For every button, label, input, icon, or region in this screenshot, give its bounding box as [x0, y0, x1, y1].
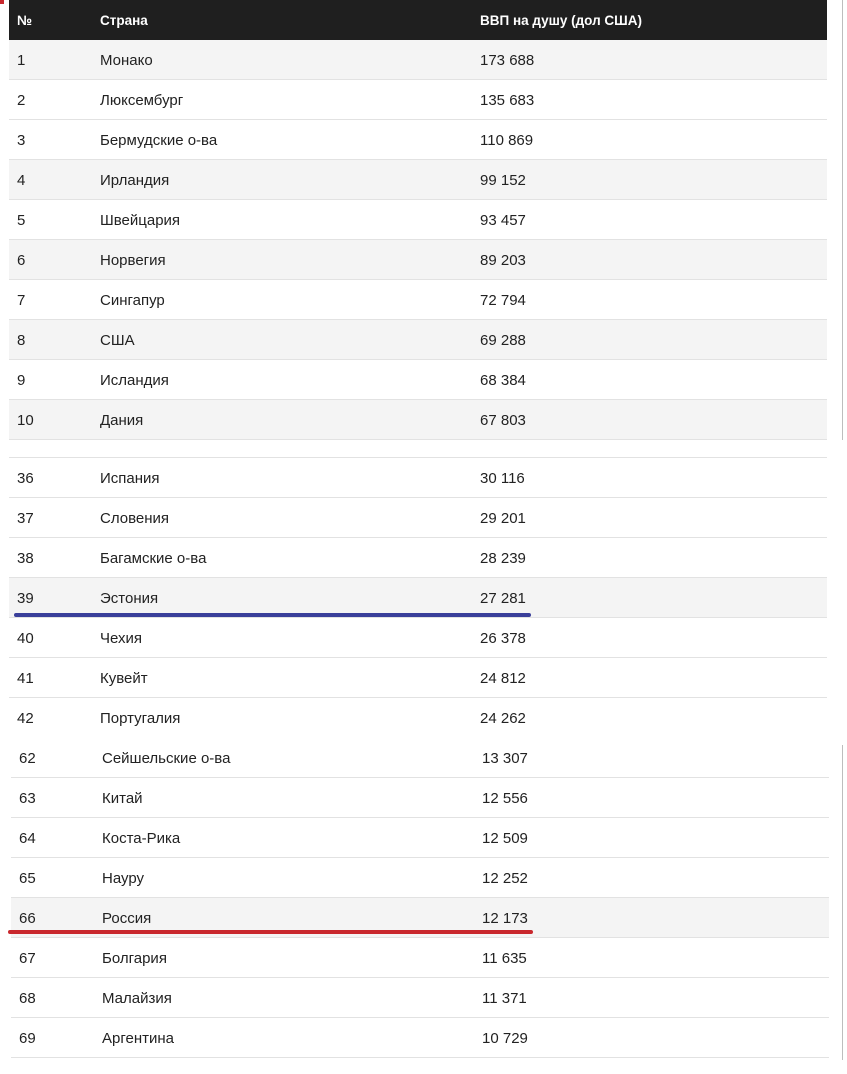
gdp-per-capita-table	[9, 0, 827, 1058]
row-gdp: 12 173	[482, 910, 528, 927]
row-gdp: 99 152	[480, 172, 526, 189]
row-number: 64	[19, 830, 36, 847]
row-gdp: 28 239	[480, 550, 526, 567]
row-number: 42	[17, 710, 34, 727]
row-country: Сейшельские о-ва	[102, 750, 231, 767]
table-row	[9, 400, 827, 440]
row-gdp: 135 683	[480, 92, 535, 109]
row-gdp: 110 869	[480, 132, 534, 149]
table-header	[9, 0, 827, 40]
table-row	[9, 458, 827, 498]
row-country: Чехия	[100, 630, 143, 647]
row-number: 68	[19, 990, 36, 1007]
estonia-highlight-underline	[14, 613, 531, 617]
row-gdp: 27 281	[480, 590, 526, 607]
header-gdp: ВВП на душу (дол США)	[480, 13, 642, 28]
table-row	[9, 200, 827, 240]
row-gdp: 26 378	[480, 630, 526, 647]
header-country: Страна	[100, 13, 148, 28]
section-ranks-62-69	[11, 738, 829, 1058]
row-country: Норвегия	[100, 252, 166, 269]
row-country: Ирландия	[100, 172, 170, 189]
row-gdp: 24 812	[480, 670, 526, 687]
row-country: Швейцария	[100, 212, 181, 229]
table-row	[9, 698, 827, 738]
row-country: Бермудские о-ва	[100, 132, 218, 149]
section-ranks-36-42	[9, 458, 827, 738]
row-country: Багамские о-ва	[100, 550, 207, 567]
table-row	[9, 40, 827, 80]
row-gdp: 68 384	[480, 372, 526, 389]
row-gdp: 12 252	[482, 870, 528, 887]
row-number: 3	[17, 132, 26, 149]
row-country: США	[100, 332, 135, 349]
table-row	[9, 498, 827, 538]
row-gdp: 89 203	[480, 252, 526, 269]
row-number: 8	[17, 332, 26, 349]
row-country: Малайзия	[102, 990, 172, 1007]
table-row	[11, 1018, 829, 1058]
table-row	[11, 738, 829, 778]
table-row	[9, 80, 827, 120]
row-gdp: 11 371	[482, 990, 527, 1007]
row-gdp: 12 509	[482, 830, 528, 847]
row-country: Испания	[100, 470, 160, 487]
row-number: 63	[19, 790, 36, 807]
right-edge-line-top	[842, 0, 843, 440]
table-row	[9, 658, 827, 698]
row-number: 7	[17, 292, 26, 309]
row-number: 38	[17, 550, 34, 567]
row-gdp: 93 457	[480, 212, 526, 229]
row-country: Науру	[102, 870, 145, 887]
table-row	[9, 618, 827, 658]
table-row	[9, 360, 827, 400]
row-country: Аргентина	[102, 1030, 174, 1047]
table-row	[9, 240, 827, 280]
row-gdp: 13 307	[482, 750, 528, 767]
section-gap	[9, 440, 827, 458]
table-row	[9, 120, 827, 160]
row-number: 5	[17, 212, 26, 229]
row-number: 67	[19, 950, 36, 967]
table-row	[11, 938, 829, 978]
row-gdp: 11 635	[482, 950, 527, 967]
row-number: 1	[17, 52, 26, 69]
row-country: Португалия	[100, 710, 181, 727]
row-country: Монако	[100, 52, 153, 69]
table-row	[9, 280, 827, 320]
row-number: 65	[19, 870, 36, 887]
row-gdp: 173 688	[480, 52, 535, 69]
header-number: №	[17, 13, 33, 28]
row-country: Исландия	[100, 372, 169, 389]
row-country: Дания	[100, 412, 144, 429]
row-gdp: 24 262	[480, 710, 526, 727]
table-row	[11, 978, 829, 1018]
row-country: Россия	[102, 910, 152, 927]
row-country: Люксембург	[100, 92, 184, 109]
row-number: 2	[17, 92, 26, 109]
row-country: Кувейт	[100, 670, 148, 687]
row-country: Коста-Рика	[102, 830, 181, 847]
row-gdp: 69 288	[480, 332, 526, 349]
row-number: 40	[17, 630, 34, 647]
row-number: 4	[17, 172, 26, 189]
table-row	[11, 818, 829, 858]
row-number: 41	[17, 670, 34, 687]
row-number: 9	[17, 372, 26, 389]
table-row	[11, 858, 829, 898]
row-number: 66	[19, 910, 36, 927]
row-country: Сингапур	[100, 292, 165, 309]
row-gdp: 30 116	[480, 470, 525, 487]
table-row	[9, 320, 827, 360]
right-edge-line-bottom	[842, 745, 843, 1060]
russia-highlight-underline	[8, 930, 533, 934]
row-number: 6	[17, 252, 26, 269]
table-row	[9, 160, 827, 200]
row-number: 39	[17, 590, 34, 607]
table-row	[9, 538, 827, 578]
row-country: Болгария	[102, 950, 167, 967]
row-number: 69	[19, 1030, 36, 1047]
row-number: 36	[17, 470, 34, 487]
row-number: 37	[17, 510, 34, 527]
row-gdp: 12 556	[482, 790, 528, 807]
row-country: Словения	[100, 510, 170, 527]
section-top-10	[9, 40, 827, 440]
row-gdp: 72 794	[480, 292, 526, 309]
row-gdp: 67 803	[480, 412, 526, 429]
table-row	[11, 778, 829, 818]
row-country: Китай	[102, 790, 143, 807]
row-gdp: 29 201	[480, 510, 526, 527]
row-gdp: 10 729	[482, 1030, 528, 1047]
row-country: Эстония	[100, 590, 159, 607]
row-number: 10	[17, 412, 34, 429]
table-row-estonia	[9, 578, 827, 618]
corner-mark	[0, 0, 4, 4]
row-number: 62	[19, 750, 36, 767]
